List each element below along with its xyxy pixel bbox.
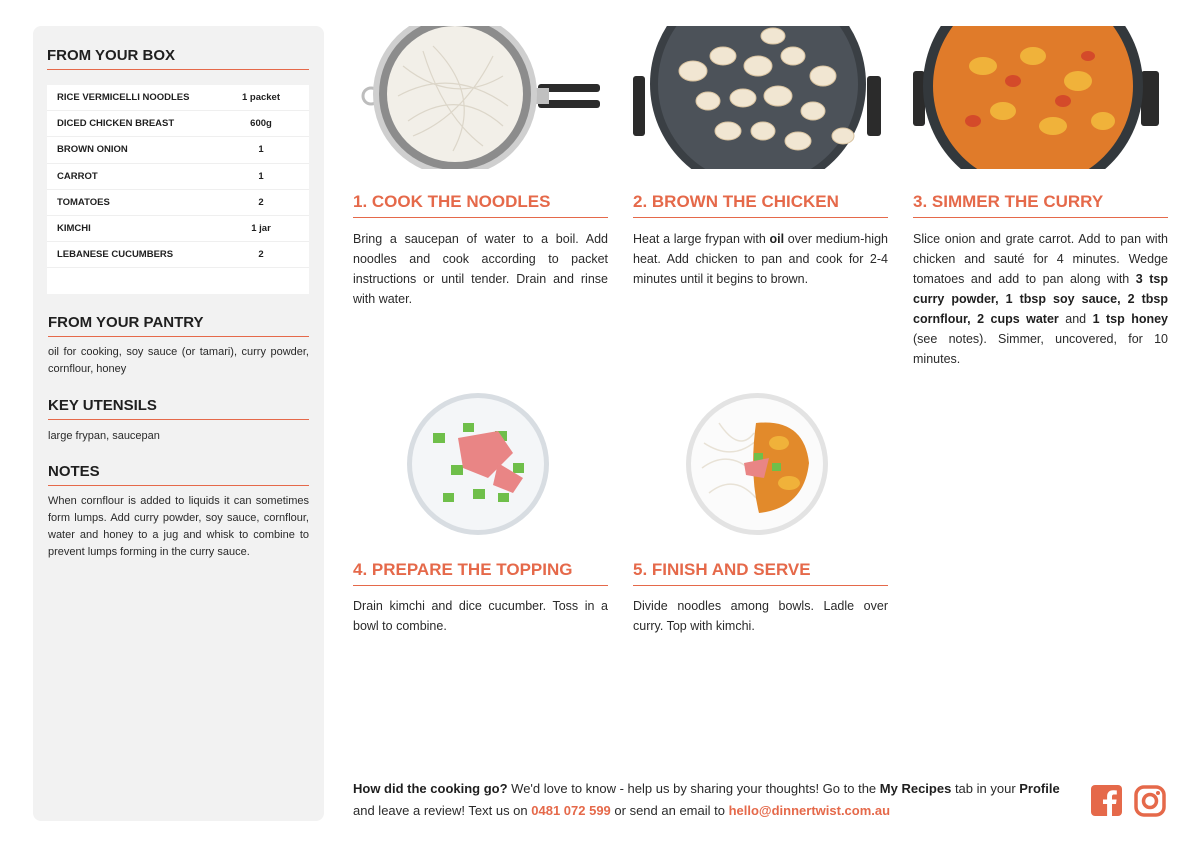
ingredient-qty: 2 bbox=[258, 196, 264, 208]
my-recipes-link[interactable]: My Recipes bbox=[879, 781, 952, 796]
chicken-photo bbox=[633, 26, 888, 169]
pantry-text: oil for cooking, soy sauce (or tamari), curry powder, cornflour, honey bbox=[48, 346, 309, 375]
ingredient-qty: 1 packet bbox=[241, 92, 281, 104]
step-2-text-a: Heat a large frypan with bbox=[633, 232, 770, 246]
step-5-text: Divide noodles among bowls. Ladle over curry. Top with kimchi. bbox=[633, 599, 888, 633]
table-row bbox=[47, 190, 309, 216]
finished-bowl-photo bbox=[684, 393, 830, 536]
sidebar bbox=[33, 26, 324, 821]
table-row bbox=[47, 111, 309, 137]
table-row bbox=[47, 137, 309, 163]
footer-text-4: or send an email to bbox=[610, 803, 729, 818]
ingredient-qty: 600g bbox=[250, 118, 272, 130]
step-3-text-1: Slice onion and grate carrot. Add to pan with chicken and sauté for 4 minutes. Wedge tomatoes and add to pan along with bbox=[913, 232, 1168, 286]
step-3-bold-1: 3 tsp curry powder, 1 tbsp soy sauce, 2 tbsp cornflour, 2 cups water bbox=[913, 272, 1168, 326]
ingredient-name: TOMATOES bbox=[57, 196, 110, 208]
step-3-text-2: and bbox=[1058, 312, 1093, 326]
noodles-photo bbox=[353, 26, 608, 169]
table-row bbox=[47, 216, 309, 242]
step-2-oil: oil bbox=[769, 232, 785, 246]
from-your-box-title: FROM YOUR BOX bbox=[47, 47, 309, 70]
ingredient-name: RICE VERMICELLI NOODLES bbox=[57, 92, 190, 104]
from-your-pantry-title: FROM YOUR PANTRY bbox=[48, 314, 309, 337]
feedback-footer bbox=[353, 778, 1073, 822]
step-3-bold-2: 1 tsp honey bbox=[1092, 312, 1169, 326]
email-link[interactable]: hello@dinnertwist.com.au bbox=[728, 803, 891, 818]
step-4-text: Drain kimchi and dice cucumber. Toss in a bowl to combine. bbox=[353, 599, 608, 633]
table-row bbox=[47, 242, 309, 268]
facebook-icon[interactable] bbox=[1091, 785, 1122, 821]
footer-text-3: and leave a review! Text us on bbox=[353, 803, 532, 818]
utensils-text: large frypan, saucepan bbox=[48, 430, 160, 442]
phone-link[interactable]: 0481 072 599 bbox=[531, 803, 611, 818]
ingredients-table bbox=[47, 85, 309, 294]
ingredient-name: BROWN ONION bbox=[57, 144, 128, 156]
footer-text-2: tab in your bbox=[951, 781, 1020, 796]
topping-bowl-photo bbox=[403, 393, 553, 536]
ingredient-name: LEBANESE CUCUMBERS bbox=[57, 249, 174, 261]
ingredient-qty: 1 bbox=[258, 144, 264, 156]
ingredient-name: DICED CHICKEN BREAST bbox=[57, 118, 175, 130]
step-2-text-c: over medium-high heat. Add chicken to pan and cook for 2-4 minutes until it begins to brown. bbox=[633, 232, 888, 286]
curry-pan-photo bbox=[913, 26, 1168, 169]
step-4-title: 4. PREPARE THE TOPPING bbox=[353, 560, 608, 586]
ingredient-name: KIMCHI bbox=[57, 223, 91, 235]
step-2-text bbox=[633, 229, 888, 289]
step-1-text: Bring a saucepan of water to a boil. Add noodles and cook according to packet instructions or until tender. Drain and rinse with water. bbox=[353, 232, 608, 306]
step-2-title: 2. BROWN THE CHICKEN bbox=[633, 192, 888, 218]
ingredient-qty: 2 bbox=[258, 249, 264, 261]
step-3-text bbox=[913, 229, 1168, 369]
footer-text-1: We'd love to know - help us by sharing your thoughts! Go to the bbox=[507, 781, 880, 796]
step-1-title: 1. COOK THE NOODLES bbox=[353, 192, 608, 218]
profile-link[interactable]: Profile bbox=[1019, 781, 1060, 796]
footer-question: How did the cooking go? bbox=[353, 781, 508, 796]
instagram-icon[interactable] bbox=[1134, 785, 1166, 822]
step-5-title: 5. FINISH AND SERVE bbox=[633, 560, 888, 586]
step-3-text-3: (see notes). Simmer, uncovered, for 10 minutes. bbox=[913, 332, 1168, 366]
notes-text: When cornflour is added to liquids it can sometimes form lumps. Add curry powder, soy sauce, cornflour, water and honey to a jug and whisk to combine to prevent lumps forming in the curry sauce. bbox=[48, 495, 309, 558]
ingredient-name: CARROT bbox=[57, 170, 98, 182]
key-utensils-title: KEY UTENSILS bbox=[48, 397, 309, 420]
step-3-title: 3. SIMMER THE CURRY bbox=[913, 192, 1168, 218]
ingredient-qty: 1 jar bbox=[251, 223, 271, 235]
table-row bbox=[47, 164, 309, 190]
ingredient-qty: 1 bbox=[258, 170, 264, 182]
notes-title: NOTES bbox=[48, 463, 309, 486]
table-row bbox=[47, 85, 309, 111]
